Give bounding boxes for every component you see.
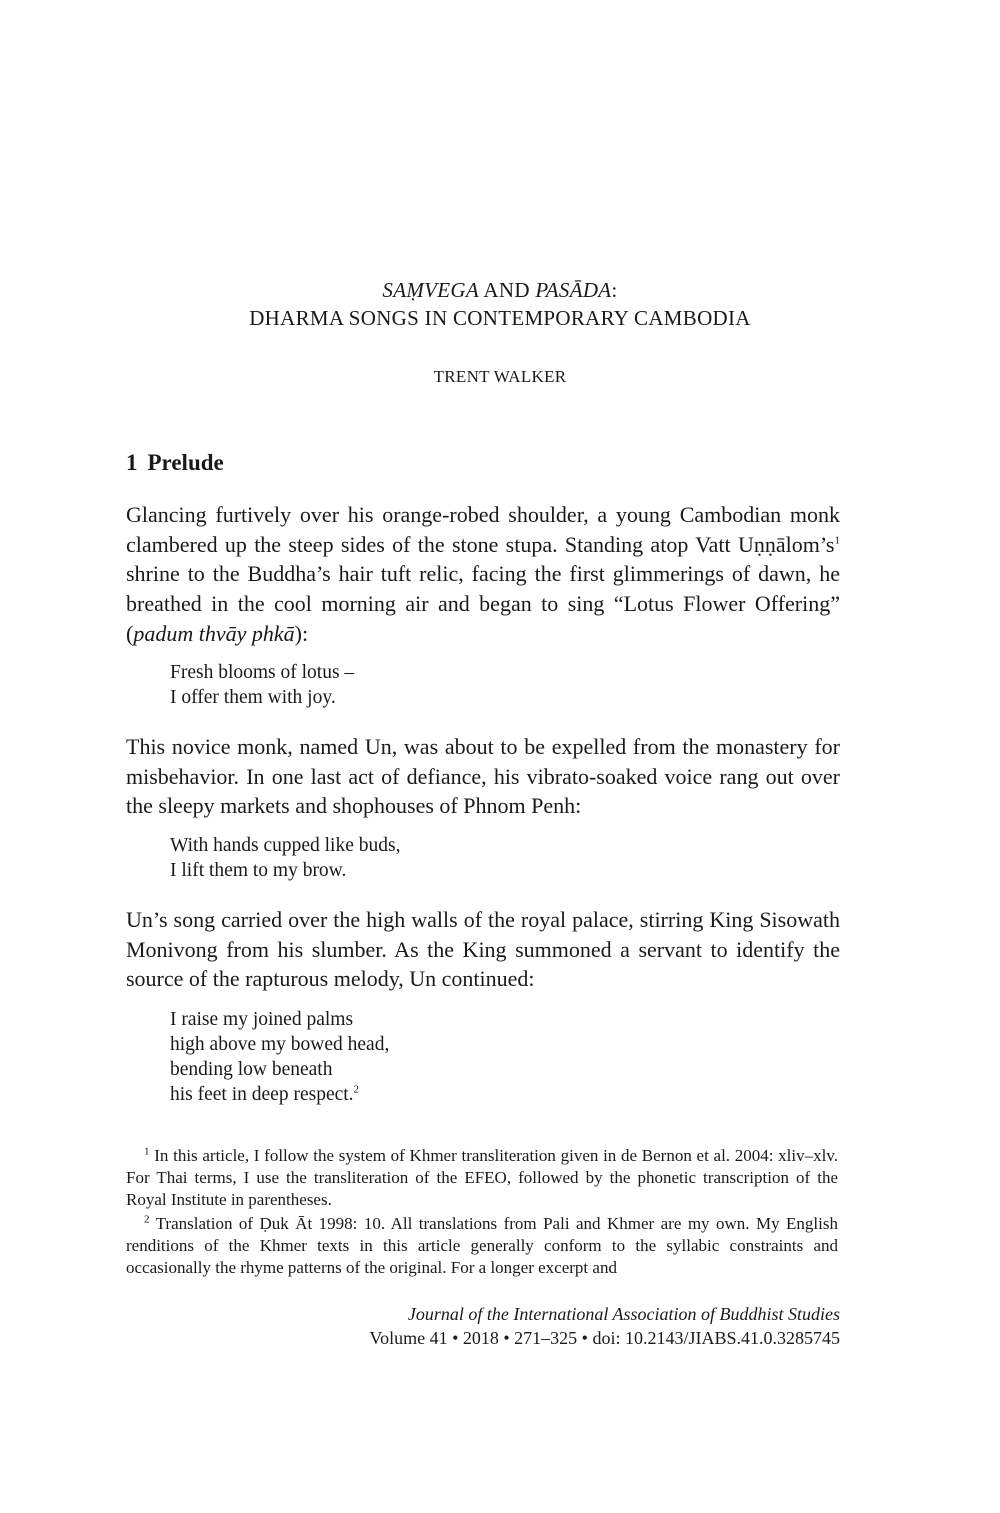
paragraph-1-text-b: shrine to the Buddha’s hair tuft relic, facing the first glimmerings of dawn, he breathed in the cool morning air and began to sing “Lotus Flower Offering” (: [126, 561, 840, 646]
article-title-line1: [0, 276, 1000, 304]
section-heading: [126, 450, 224, 476]
verse-block-3: [170, 1007, 389, 1107]
paragraph-1-text-c: ):: [294, 620, 309, 646]
verse-line: I offer them with joy.: [170, 687, 336, 708]
title-term-samvega: SAṂVEGA: [382, 278, 479, 302]
footnote-1-text: In this article, I follow the system of Khmer transliteration given in de Bernon et al. 2004: xliv–xlv. For Thai terms, I use the transliteration of the EFEO, followed by the phonetic transcription of the Royal Institute in parentheses.: [126, 1146, 839, 1209]
verse-block-2: [170, 833, 400, 883]
verse-line-last: [170, 1082, 389, 1107]
section-number: 1: [126, 450, 138, 475]
paragraph-1: [126, 500, 840, 649]
section-title: Prelude: [147, 450, 224, 475]
verse-line: I raise my joined palms: [170, 1009, 354, 1030]
verse-block-1: [170, 660, 354, 710]
verse-line: With hands cupped like buds,: [170, 835, 401, 856]
song-title-khmer: padum thvāy phkā: [133, 620, 295, 646]
paragraph-3: Un’s song carried over the high walls of the royal palace, stirring King Sisowath Monivong from his slumber. As the King summoned a servant to identify the source of the rapturous melody, Un continued:: [126, 907, 840, 992]
footnote-2: [126, 1213, 838, 1279]
title-colon: :: [611, 278, 618, 302]
journal-volume-info: Volume 41 • 2018 • 271–325 • doi: 10.2143/JIABS.41.0.3285745: [369, 1328, 840, 1348]
footnote-ref-1[interactable]: 1: [834, 534, 840, 547]
verse-line: bending low beneath: [170, 1059, 333, 1080]
author-name: TRENT WALKER: [433, 367, 567, 386]
footnote-2-mark: 2: [144, 1213, 150, 1226]
title-and: AND: [479, 278, 536, 302]
footnote-ref-2[interactable]: 2: [353, 1083, 360, 1096]
verse-line-text: his feet in deep respect.: [170, 1084, 354, 1105]
journal-citation: [369, 1302, 840, 1350]
verse-line: Fresh blooms of lotus –: [170, 662, 355, 683]
paragraph-2: This novice monk, named Un, was about to be expelled from the monastery for misbehavior. In one last act of defiance, his vibrato-soaked voice rang out over the sleepy markets and shophouses of Phnom Penh:: [126, 734, 840, 819]
footnote-1-mark: 1: [144, 1145, 150, 1158]
verse-line: high above my bowed head,: [170, 1034, 390, 1055]
title-term-pasada: PASĀDA: [535, 278, 612, 302]
footnote-2-text: Translation of Ḍuk Āt 1998: 10. All translations from Pali and Khmer are my own. My English renditions of the Khmer texts in this article generally conform to the syllabic constraints and occasionally the rhyme patterns of the original. For a longer excerpt and: [126, 1214, 838, 1277]
verse-line: I lift them to my brow.: [170, 860, 347, 881]
journal-name: Journal of the International Association of Buddhist Studies: [407, 1304, 840, 1324]
article-title-line2: DHARMA SONGS IN CONTEMPORARY CAMBODIA: [249, 306, 751, 330]
footnote-1: [126, 1145, 838, 1211]
paragraph-1-text-a: Glancing furtively over his orange-robed shoulder, a young Cambodian monk clambered up the steep sides of the stone stupa. Standing atop Vatt Uṇṇālom’s: [126, 502, 840, 557]
